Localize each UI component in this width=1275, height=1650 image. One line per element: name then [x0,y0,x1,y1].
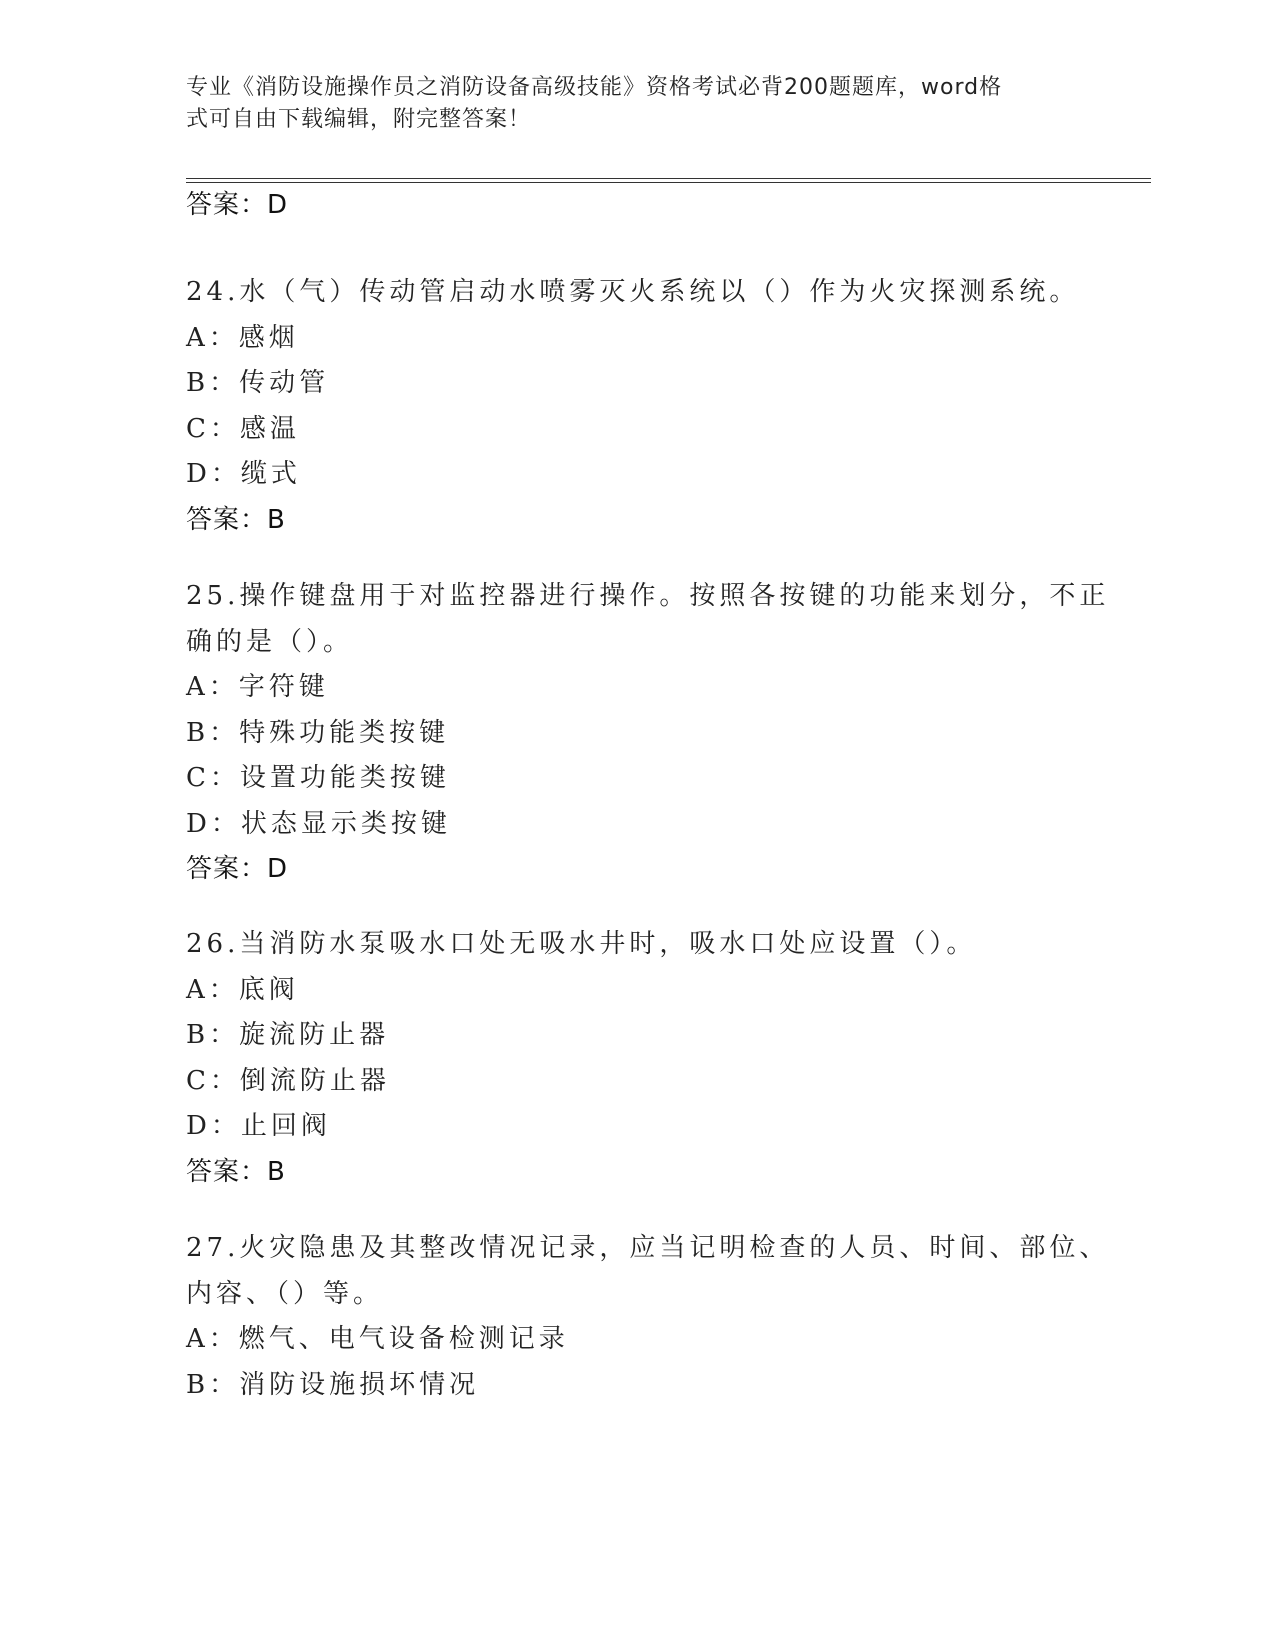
question-24 [186,270,1086,543]
question-text: 24.水（气）传动管启动水喷雾灭火系统以（）作为火灾探测系统。 [186,277,1080,307]
header-divider-top [186,178,1151,179]
option-a: A：字符键 [186,672,329,702]
question-25 [186,574,1110,893]
question-text-line-1: 25.操作键盘用于对监控器进行操作。按照各按键的功能来划分，不正 [186,581,1110,611]
question-text-line-2: 内容、（）等。 [186,1278,384,1309]
option-a: A：燃气、电气设备检测记录 [186,1324,569,1354]
option-b: B：消防设施损坏情况 [186,1369,480,1400]
document-header [186,72,1066,136]
option-c: C：设置功能类按键 [186,763,450,793]
header-line-1: 专业《消防设施操作员之消防设备高级技能》资格考试必背200题题库，word格 [186,75,1003,100]
option-a: A：底阀 [186,974,299,1005]
option-d: D：缆式 [186,459,301,489]
question-26 [186,922,1086,1195]
previous-answer [186,183,1086,229]
option-d: D：止回阀 [186,1111,331,1141]
question-27 [186,1226,1110,1408]
answer-line: 答案：B [186,504,286,535]
question-text: 26.当消防水泵吸水口处无吸水井时，吸水口处应设置（）。 [186,929,977,959]
option-b: B：特殊功能类按键 [186,717,450,748]
answer-line: 答案：B [186,1156,286,1187]
option-b: B：旋流防止器 [186,1020,390,1050]
header-line-2: 式可自由下载编辑，附完整答案！ [186,107,532,132]
option-d: D：状态显示类按键 [186,808,451,839]
option-c: C：感温 [186,413,300,444]
option-a: A：感烟 [186,322,299,353]
answer-line: 答案：D [186,190,289,220]
question-text-line-2: 确的是（）。 [186,626,354,657]
option-b: B：传动管 [186,368,330,398]
option-c: C：倒流防止器 [186,1065,390,1096]
question-text-line-1: 27.火灾隐患及其整改情况记录，应当记明检查的人员、时间、部位、 [186,1233,1110,1263]
answer-line: 答案：D [186,854,289,884]
